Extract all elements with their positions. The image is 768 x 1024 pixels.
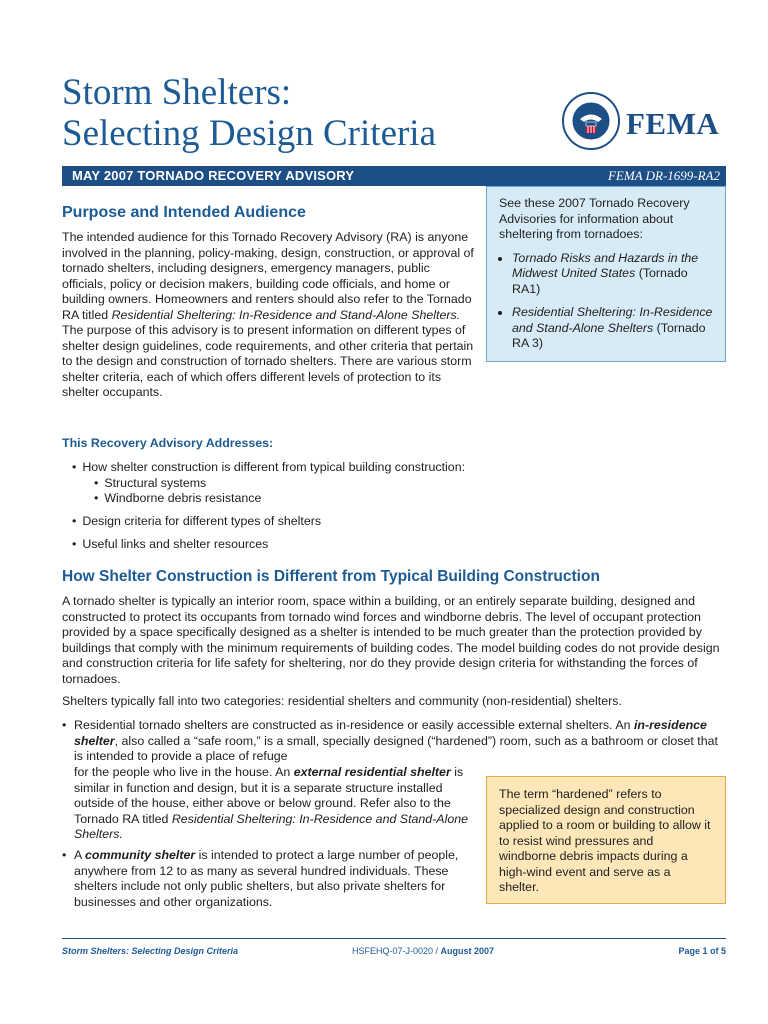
list-item: • Structural systems — [94, 476, 465, 492]
footer-page: Page 1 of 5 — [678, 946, 726, 956]
title-line-2: Selecting Design Criteria — [62, 113, 437, 154]
list-item-text: , also called a “safe room,” is a small, specially designed (“hardened”) room, such as a bathroom or closet that is intended to provide a place of refuge — [74, 733, 718, 763]
dhs-seal-icon — [562, 92, 620, 150]
purpose-text: The intended audience for this Tornado Recovery Advisory (RA) is anyone involved in the planning, policy-making, design, construction, or approval of tornado shelters, including designers, emergency managers, public officials, policy or decision makers, building code officials, and home or building owners. Homeowners and renters should also refer to the Tornado RA titled — [62, 230, 474, 322]
sidebox-item — [512, 251, 713, 298]
footer-title: Storm Shelters: Selecting Design Criteria — [62, 946, 239, 956]
construction-heading: How Shelter Construction is Different from Typical Building Construction — [62, 568, 600, 585]
shelter-types-list — [62, 718, 726, 765]
term-in-residence: in-residence shelter — [74, 718, 707, 748]
list-item: • Useful links and shelter resources — [72, 537, 268, 553]
related-advisories-box — [486, 186, 726, 362]
footer-code-text: HSFEHQ-07-J-0020 / — [352, 946, 441, 956]
term-external: external residential shelter — [293, 765, 451, 779]
purpose-text-end: The purpose of this advisory is to present information on different types of shelter design guidelines, code requirements, and other criteria that pertain to the design and construction of tornado shelters. There are various storm shelter criteria, each of which offers different levels of protection to its shelter occupants. — [62, 323, 474, 399]
list-item-text: for the people who live in the house. An — [74, 765, 294, 779]
construction-paragraph-1: A tornado shelter is typically an interior room, space within a building, or an entirely separate building, designed and constructed to protect its occupants from tornado wind forces and windborne debris. The level of occupant protection provided by a space specifically designed as a shelter is intended to be much greater than the protection provided by buildings that comply with the minimum requirements of building codes. The model building codes do not provide design and construction criteria for life safety for sheltering, nor do they provide design criteria for withstanding the forces of tornadoes. — [62, 594, 720, 686]
sidebox-item — [512, 305, 713, 352]
list-item: • Windborne debris resistance — [94, 491, 465, 507]
list-item — [62, 848, 476, 910]
advisory-date: MAY 2007 TORNADO RECOVERY ADVISORY — [72, 168, 355, 183]
list-item — [72, 460, 465, 507]
sidebox-item-title: Tornado Risks and Hazards in the Midwest United States — [512, 250, 699, 280]
list-item-text: Residential tornado shelters are constructed as in-residence or easily accessible external shelters. An — [74, 718, 634, 732]
footer-code — [352, 946, 494, 956]
list-item-text: A — [74, 848, 86, 862]
construction-paragraph-2: Shelters typically fall into two categories: residential shelters and community (non-residential) shelters. — [62, 694, 622, 708]
list-item-text: How shelter construction is different from typical building construction: — [82, 460, 466, 474]
sidebox-item-ref: (Tornado RA 3) — [512, 320, 706, 350]
community-list — [62, 848, 476, 910]
addresses-list-2 — [72, 514, 321, 530]
purpose-ref-title: Residential Sheltering: In-Residence and Stand-Alone Shelters. — [111, 307, 461, 322]
addresses-sublist — [72, 476, 465, 507]
shelter-types-continued — [74, 765, 476, 843]
advisory-code: FEMA DR-1699-RA2 — [607, 168, 720, 183]
advisory-bar — [62, 166, 726, 186]
addresses-list — [72, 460, 465, 507]
purpose-paragraph — [62, 230, 476, 401]
sidebox-item-ref: (Tornado RA1) — [512, 266, 688, 296]
list-item-text: is similar in function and design, but it is a separate structure installed outside of the house, either above or below ground. Refer also to the Tornado RA titled — [74, 765, 464, 826]
footer-date: August 2007 — [440, 946, 495, 956]
sidebox-item-title: Residential Sheltering: In-Residence and Stand-Alone Shelters — [512, 305, 713, 335]
sidebox-intro: See these 2007 Tornado Recovery Advisories for information about sheltering from tornadoes: — [499, 196, 690, 241]
hardened-note-box: The term “hardened” refers to specialized design and construction applied to a room or building to allow it to resist wind pressures and windborne debris impacts during a high-wind event and serve as a shelter. — [486, 776, 726, 904]
reference-title: Residential Sheltering: In-Residence and Stand-Alone Shelters. — [74, 811, 468, 841]
list-item — [62, 718, 726, 765]
title-line-1: Storm Shelters: — [62, 72, 292, 113]
footer-divider — [62, 938, 726, 939]
fema-logo-text: FEMA — [626, 106, 720, 141]
term-community: community shelter — [85, 848, 196, 862]
list-item-text: is intended to protect a large number of people, anywhere from 12 to as many as several hundred individuals. These shelters include not only public shelters, but also private shelters for businesses and other organizations. — [74, 848, 459, 909]
page-title — [62, 72, 436, 154]
purpose-heading: Purpose and Intended Audience — [62, 204, 306, 221]
addresses-heading: This Recovery Advisory Addresses: — [62, 436, 274, 450]
addresses-list-3 — [72, 537, 268, 553]
list-item: • Design criteria for different types of shelters — [72, 514, 321, 530]
